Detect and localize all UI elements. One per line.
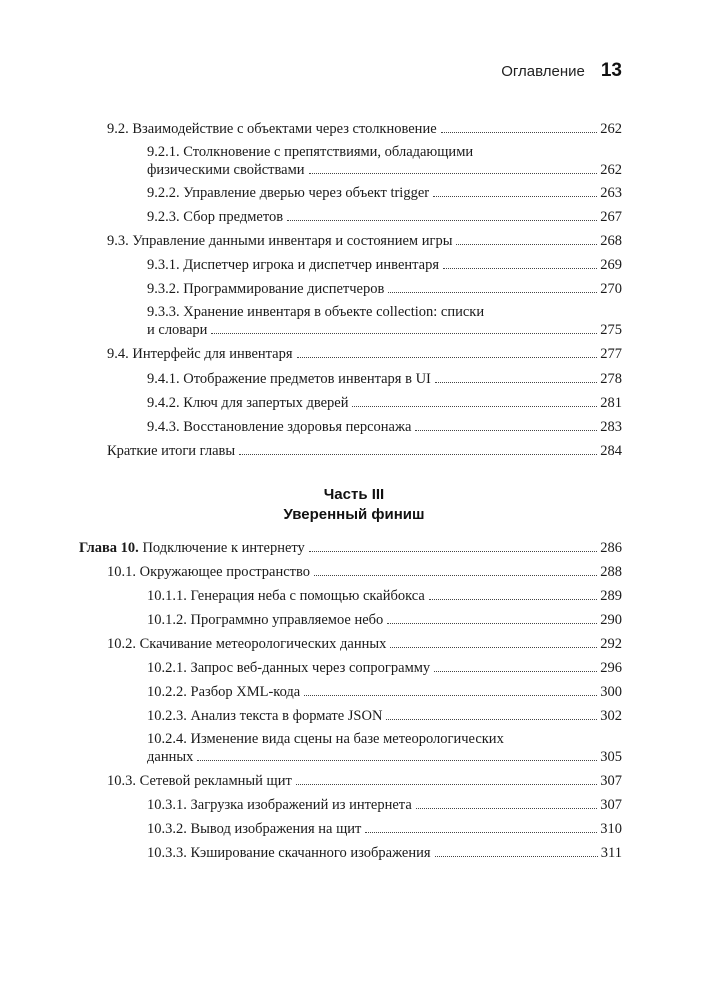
dot-leader — [211, 333, 597, 334]
toc-entry-page: 292 — [600, 636, 622, 652]
toc-entry[interactable] — [147, 394, 622, 412]
toc-entry-title-line1: 10.2.4. Изменение вида сцены на базе метеорологических — [147, 731, 504, 747]
toc-entry-title: 9.4. Интерфейс для инвентаря — [107, 346, 293, 362]
toc-entry-title: 9.2. Взаимодействие с объектами через столкновение — [107, 121, 437, 137]
toc-entry-title: 10.2.1. Запрос веб-данных через сопрограмму — [147, 660, 431, 676]
toc-entry[interactable] — [147, 587, 622, 605]
toc-entry-page: 302 — [600, 708, 622, 724]
toc-entry-page: 311 — [600, 845, 622, 861]
toc-entry[interactable] — [147, 796, 622, 814]
toc-entry-page: 267 — [600, 209, 622, 225]
dot-leader — [287, 220, 597, 221]
toc-entry-title: Подключение к интернету — [142, 540, 305, 556]
toc-entry[interactable] — [147, 683, 622, 701]
toc-entry[interactable] — [107, 120, 622, 138]
toc-entry-page: 283 — [600, 419, 622, 435]
toc-entry-title: Краткие итоги главы — [107, 443, 236, 459]
toc-entry-page: 277 — [600, 346, 622, 362]
toc-entry-page: 307 — [600, 773, 622, 789]
toc-entry-page: 286 — [600, 540, 622, 556]
toc-entry-title: 9.2.3. Сбор предметов — [147, 209, 284, 225]
toc-entry-title: 10.1.2. Программно управляемое небо — [147, 612, 384, 628]
toc-entry[interactable] — [147, 256, 622, 274]
dot-leader — [456, 244, 597, 245]
dot-leader — [197, 760, 597, 761]
toc-entry[interactable] — [107, 345, 622, 363]
dot-leader — [433, 196, 597, 197]
toc-entry-page: 262 — [600, 162, 622, 178]
toc-entry-title: 10.3. Сетевой рекламный щит — [107, 773, 292, 789]
toc-entry-title: 10.1.1. Генерация неба с помощью скайбокса — [147, 588, 425, 604]
toc-entry-title: 9.2.2. Управление дверью через объект trigger — [147, 185, 430, 201]
dot-leader — [435, 856, 598, 857]
toc-entry[interactable] — [107, 232, 622, 250]
toc-entry-title: 10.3.1. Загрузка изображений из интернета — [147, 797, 412, 813]
toc-entry-title: 10.3.3. Кэширование скачанного изображения — [147, 845, 431, 861]
toc-entry-title: 10.2. Скачивание метеорологических данных — [107, 636, 387, 652]
toc-entry-page: 307 — [600, 797, 622, 813]
toc-entry-title: и словари — [147, 322, 208, 338]
toc-entry[interactable] — [147, 659, 622, 677]
dot-leader — [352, 406, 597, 407]
running-header-title: Оглавление — [501, 63, 585, 80]
part-label: Часть III — [323, 486, 385, 503]
toc-entry-title: 9.3. Управление данными инвентаря и состоянием игры — [107, 233, 453, 249]
dot-leader — [388, 292, 597, 293]
toc-entry[interactable] — [107, 563, 622, 581]
toc-entry[interactable] — [147, 611, 622, 629]
toc-entry[interactable] — [107, 635, 622, 653]
toc-entry-page: 278 — [600, 371, 622, 387]
dot-leader — [304, 695, 597, 696]
toc-entry-title: 10.3.2. Вывод изображения на щит — [147, 821, 362, 837]
toc-entry[interactable] — [147, 844, 622, 862]
dot-leader — [386, 719, 597, 720]
dot-leader — [429, 599, 597, 600]
toc-entry-title: данных — [147, 749, 194, 765]
toc-entry-page: 290 — [600, 612, 622, 628]
dot-leader — [416, 808, 597, 809]
dot-leader — [434, 671, 597, 672]
dot-leader — [296, 784, 597, 785]
toc-entry-page: 296 — [600, 660, 622, 676]
dot-leader — [309, 551, 597, 552]
toc-entry[interactable] — [147, 730, 622, 766]
part-title: Уверенный финиш — [283, 506, 425, 523]
chapter-label: Глава 10. — [79, 540, 139, 556]
toc-entry[interactable] — [147, 184, 622, 202]
dot-leader — [239, 454, 597, 455]
toc-entry[interactable] — [147, 143, 622, 179]
toc-entry-title: 9.4.2. Ключ для запертых дверей — [147, 395, 349, 411]
toc-entry-title: 10.2.3. Анализ текста в формате JSON — [147, 708, 383, 724]
dot-leader — [435, 382, 597, 383]
toc-entry-title: 9.3.1. Диспетчер игрока и диспетчер инвентаря — [147, 257, 440, 273]
dot-leader — [365, 832, 597, 833]
toc-entry-page: 289 — [600, 588, 622, 604]
running-header — [501, 60, 622, 82]
toc-entry[interactable] — [147, 280, 622, 298]
toc-entry[interactable] — [147, 370, 622, 388]
toc-entry-title: 10.1. Окружающее пространство — [107, 564, 310, 580]
toc-entry-page: 284 — [600, 443, 622, 459]
dot-leader — [415, 430, 597, 431]
toc-entry-title: физическими свойствами — [147, 162, 305, 178]
dot-leader — [441, 132, 598, 133]
dot-leader — [443, 268, 597, 269]
toc-entry-page: 269 — [600, 257, 622, 273]
toc-entry[interactable] — [107, 442, 622, 460]
toc-entry-page: 310 — [600, 821, 622, 837]
toc-entry-page: 281 — [600, 395, 622, 411]
toc-entry[interactable] — [107, 772, 622, 790]
dot-leader — [387, 623, 597, 624]
dot-leader — [314, 575, 597, 576]
toc-entry[interactable] — [147, 303, 622, 339]
toc-entry-title: 9.4.1. Отображение предметов инвентаря в UI — [147, 371, 431, 387]
toc-entry-page: 262 — [600, 121, 622, 137]
toc-entry[interactable] — [147, 820, 622, 838]
toc-entry-title: 10.2.2. Разбор XML-кода — [147, 684, 301, 700]
dot-leader — [297, 357, 598, 358]
toc-entry-page: 275 — [600, 322, 622, 338]
page-number: 13 — [600, 60, 622, 81]
dot-leader — [390, 647, 597, 648]
toc-entry-page: 270 — [600, 281, 622, 297]
toc-entry-title: 9.4.3. Восстановление здоровья персонажа — [147, 419, 412, 435]
toc-entry-title-line1: 9.3.3. Хранение инвентаря в объекте collection: списки — [147, 304, 485, 320]
toc-entry[interactable] — [147, 208, 622, 226]
toc-entry-title: 9.3.2. Программирование диспетчеров — [147, 281, 385, 297]
toc-entry-title-line1: 9.2.1. Столкновение с препятствиями, обладающими — [147, 144, 474, 160]
toc-chapter-entry[interactable] — [79, 539, 622, 557]
toc-entry-page: 263 — [600, 185, 622, 201]
toc-entry-page: 268 — [600, 233, 622, 249]
toc-entry-page: 305 — [600, 749, 622, 765]
toc-entry-page: 300 — [600, 684, 622, 700]
toc-entry[interactable] — [147, 418, 622, 436]
toc-entry[interactable] — [147, 707, 622, 725]
toc-entry-page: 288 — [600, 564, 622, 580]
dot-leader — [309, 173, 598, 174]
